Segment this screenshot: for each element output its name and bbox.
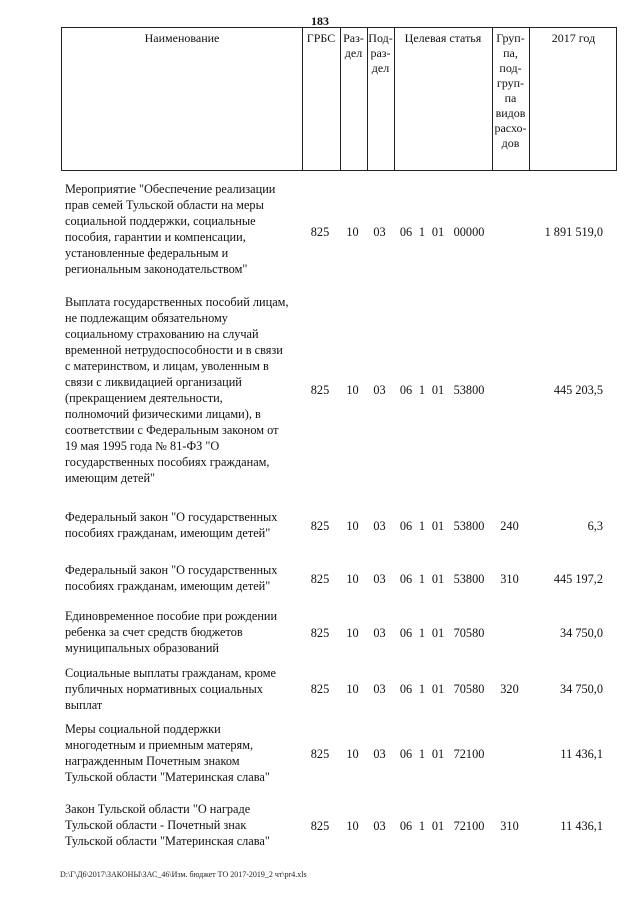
row-target-subprogram: 1 bbox=[418, 682, 426, 696]
row-razdel: 10 bbox=[346, 519, 359, 533]
row-target-main: 01 bbox=[431, 572, 445, 586]
row-target-program: 06 bbox=[399, 747, 413, 761]
row-target-subprogram: 1 bbox=[418, 819, 426, 833]
row-podrazdel: 03 bbox=[373, 572, 386, 586]
header-podrazdel bbox=[367, 31, 394, 76]
header-podrazdel-line: Под- bbox=[368, 31, 393, 45]
row-podrazdel: 03 bbox=[373, 225, 386, 239]
row-name: Социальные выплаты гражданам, кроме публичных нормативных социальных выплат bbox=[65, 666, 276, 712]
row-podrazdel: 03 bbox=[373, 383, 386, 397]
row-name: Закон Тульской области "О награде Тульской области - Почетный знак Тульской области "Материнская слава" bbox=[65, 802, 270, 848]
row-target-main: 01 bbox=[431, 519, 445, 533]
row-grbs: 825 bbox=[310, 819, 330, 833]
header-group-line: под- bbox=[499, 61, 522, 75]
row-target-main: 01 bbox=[431, 747, 445, 761]
row-razdel: 10 bbox=[346, 682, 359, 696]
file-path-footer: D:\Г\Д6\2017\ЗАКОНЫ\ЗАС_46\Изм. бюджет ТО 2017-2019_2 чт\pr4.xls bbox=[60, 870, 307, 879]
row-grbs: 825 bbox=[310, 626, 330, 640]
row-target-direction: 53800 bbox=[453, 519, 485, 533]
row-podrazdel: 03 bbox=[373, 747, 386, 761]
row-target-subprogram: 1 bbox=[418, 225, 426, 239]
table-header bbox=[61, 27, 617, 171]
row-grbs: 825 bbox=[310, 747, 330, 761]
row-target-main: 01 bbox=[431, 383, 445, 397]
header-year: 2017 год bbox=[551, 31, 596, 45]
row-target-main: 01 bbox=[431, 682, 445, 696]
header-target: Целевая статья bbox=[404, 31, 482, 45]
row-amount: 11 436,1 bbox=[560, 747, 603, 761]
row-razdel: 10 bbox=[346, 819, 359, 833]
row-name: Меры социальной поддержки многодетным и приемным матерям, награжденным Почетным знаком Тульской области "Материнская слава" bbox=[65, 722, 270, 784]
row-grbs: 825 bbox=[310, 519, 330, 533]
row-target-program: 06 bbox=[399, 383, 413, 397]
row-target-direction: 00000 bbox=[453, 225, 485, 239]
header-name: Наименование bbox=[144, 31, 220, 45]
row-target-program: 06 bbox=[399, 819, 413, 833]
row-target-program: 06 bbox=[399, 626, 413, 640]
header-group-line: груп- bbox=[496, 76, 525, 90]
row-amount: 445 197,2 bbox=[553, 572, 603, 586]
row-target-direction: 53800 bbox=[453, 572, 485, 586]
row-amount: 34 750,0 bbox=[559, 682, 603, 696]
column-divider bbox=[302, 28, 303, 170]
header-podrazdel-line: раз- bbox=[370, 46, 391, 60]
header-group-line: дов bbox=[501, 136, 520, 150]
row-target-main: 01 bbox=[431, 819, 445, 833]
row-razdel: 10 bbox=[346, 383, 359, 397]
header-group bbox=[492, 31, 529, 151]
row-target-subprogram: 1 bbox=[418, 572, 426, 586]
row-name: Мероприятие "Обеспечение реализации прав семей Тульской области на меры социальной поддержки, социальные пособия, гарантии и компенсации, установленные федеральным и региональным законодательством" bbox=[65, 182, 276, 276]
row-target-program: 06 bbox=[399, 519, 413, 533]
row-group: 320 bbox=[500, 682, 519, 696]
page-number: 183 bbox=[311, 14, 329, 28]
header-razdel-line: дел bbox=[344, 46, 363, 60]
row-group: 310 bbox=[500, 819, 519, 833]
header-group-line: па bbox=[504, 91, 517, 105]
header-group-line: па, bbox=[503, 46, 518, 60]
header-group-line: Груп- bbox=[496, 31, 525, 45]
row-name: Единовременное пособие при рождении ребенка за счет средств бюджетов муниципальных образований bbox=[65, 609, 278, 655]
row-name: Федеральный закон "О государственных пособиях гражданам, имеющим детей" bbox=[65, 563, 278, 593]
column-divider bbox=[529, 28, 530, 170]
row-grbs: 825 bbox=[310, 572, 330, 586]
header-razdel bbox=[340, 31, 367, 61]
row-amount: 1 891 519,0 bbox=[544, 225, 603, 239]
row-grbs: 825 bbox=[310, 225, 330, 239]
row-group: 240 bbox=[500, 519, 519, 533]
header-group-line: видов bbox=[495, 106, 526, 120]
row-target-main: 01 bbox=[431, 626, 445, 640]
row-razdel: 10 bbox=[346, 626, 359, 640]
column-divider bbox=[394, 28, 395, 170]
header-razdel-line: Раз- bbox=[343, 31, 364, 45]
row-target-direction: 70580 bbox=[453, 682, 485, 696]
header-podrazdel-line: дел bbox=[371, 61, 390, 75]
row-target-program: 06 bbox=[399, 572, 413, 586]
row-name: Федеральный закон "О государственных пособиях гражданам, имеющим детей" bbox=[65, 510, 278, 540]
row-target-main: 01 bbox=[431, 225, 445, 239]
row-target-direction: 72100 bbox=[453, 819, 485, 833]
row-razdel: 10 bbox=[346, 225, 359, 239]
row-name: Выплата государственных пособий лицам, не подлежащим обязательному социальному страхованию на случай временной нетрудоспособности и в связи с материнством, и лицам, уволенным в связи с ликвидацией организаций (прекращением деятельности, полномочий физическими лицами), в соответствии с Федеральным законом от 19 мая 1995 года № 81-ФЗ "О государственных пособиях гражданам, имеющим детей" bbox=[65, 295, 289, 485]
row-target-subprogram: 1 bbox=[418, 519, 426, 533]
row-razdel: 10 bbox=[346, 572, 359, 586]
row-amount: 445 203,5 bbox=[553, 383, 603, 397]
row-target-subprogram: 1 bbox=[418, 626, 426, 640]
row-podrazdel: 03 bbox=[373, 819, 386, 833]
row-target-program: 06 bbox=[399, 225, 413, 239]
row-target-program: 06 bbox=[399, 682, 413, 696]
row-podrazdel: 03 bbox=[373, 626, 386, 640]
row-target-subprogram: 1 bbox=[418, 383, 426, 397]
row-grbs: 825 bbox=[310, 682, 330, 696]
row-target-direction: 72100 bbox=[453, 747, 485, 761]
header-group-line: расхо- bbox=[494, 121, 527, 135]
row-group: 310 bbox=[500, 572, 519, 586]
row-podrazdel: 03 bbox=[373, 519, 386, 533]
row-razdel: 10 bbox=[346, 747, 359, 761]
row-target-direction: 70580 bbox=[453, 626, 485, 640]
header-grbs: ГРБС bbox=[306, 31, 336, 45]
row-amount: 11 436,1 bbox=[560, 819, 603, 833]
row-podrazdel: 03 bbox=[373, 682, 386, 696]
row-grbs: 825 bbox=[310, 383, 330, 397]
row-amount: 34 750,0 bbox=[559, 626, 603, 640]
row-target-subprogram: 1 bbox=[418, 747, 426, 761]
row-amount: 6,3 bbox=[587, 519, 603, 533]
row-target-direction: 53800 bbox=[453, 383, 485, 397]
